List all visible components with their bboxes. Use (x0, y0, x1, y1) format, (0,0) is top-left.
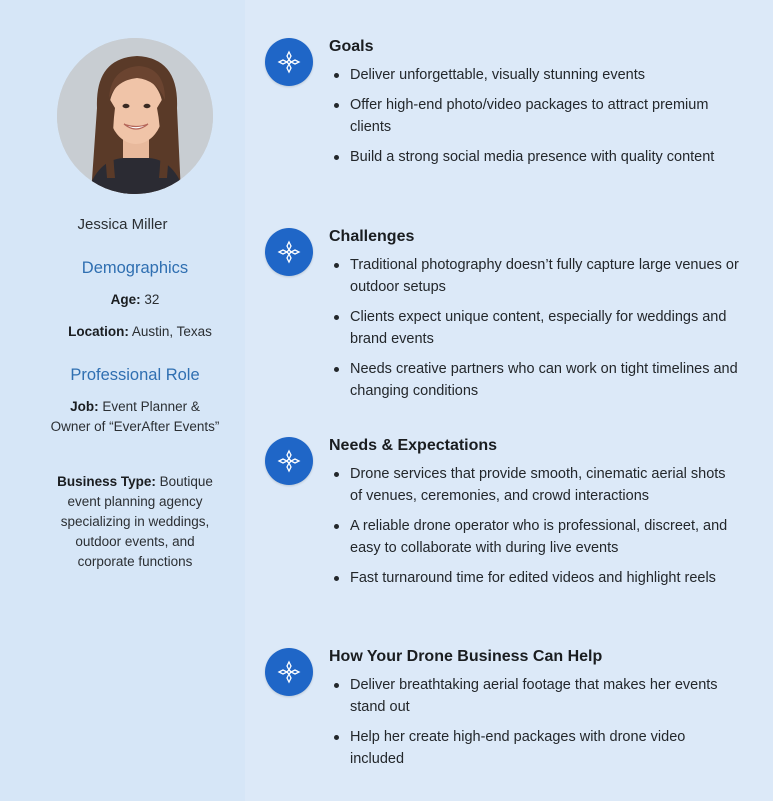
list-item: Deliver unforgettable, visually stunning events (329, 64, 739, 86)
persona-name: Jessica Miller (77, 216, 168, 233)
demographics-heading: Demographics (81, 259, 189, 277)
job-value: Event Planner & Owner of “EverAfter Events” (50, 399, 220, 434)
drone-icon (265, 228, 313, 276)
how-drone-business-can-help-title: How Your Drone Business Can Help (329, 648, 603, 665)
drone-icon (265, 38, 313, 86)
list-item: Deliver breathtaking aerial footage that makes her events stand out (329, 674, 739, 718)
job-row (50, 397, 220, 437)
drone-icon (265, 648, 313, 696)
location-label: Location: (68, 324, 129, 339)
list-item: Help her create high-end packages with drone video included (329, 726, 739, 770)
avatar (57, 38, 213, 194)
location-value: Austin, Texas (131, 324, 212, 339)
challenges-title: Challenges (329, 228, 415, 245)
goals-title: Goals (329, 38, 374, 55)
professional-role-heading: Professional Role (70, 366, 200, 384)
drone-icon (265, 437, 313, 485)
business-type-label: Business Type: (57, 474, 156, 489)
profile-photo (57, 38, 213, 194)
age-value: 32 (144, 292, 160, 307)
needs-expectations-list (329, 463, 739, 597)
job-label: Job: (70, 399, 99, 414)
business-type-row (45, 472, 225, 572)
age-row (40, 290, 230, 310)
list-item: Clients expect unique content, especially for weddings and brand events (329, 306, 739, 350)
list-item: Offer high-end photo/video packages to attract premium clients (329, 94, 739, 138)
list-item: Build a strong social media presence with quality content (329, 146, 739, 168)
location-row (45, 322, 235, 342)
challenges-list (329, 254, 739, 410)
list-item: Fast turnaround time for edited videos and highlight reels (329, 567, 739, 589)
list-item: Traditional photography doesn’t fully capture large venues or outdoor setups (329, 254, 739, 298)
business-type-value: Boutique event planning agency specializing in weddings, outdoor events, and corporate functions (60, 474, 213, 569)
how-drone-business-can-help-list (329, 674, 739, 778)
goals-list (329, 64, 739, 176)
age-label: Age: (110, 292, 141, 307)
profile-panel (0, 0, 245, 801)
list-item: A reliable drone operator who is professional, discreet, and easy to collaborate with during live events (329, 515, 739, 559)
list-item: Drone services that provide smooth, cinematic aerial shots of venues, ceremonies, and crowd interactions (329, 463, 739, 507)
needs-expectations-title: Needs & Expectations (329, 437, 498, 454)
list-item: Needs creative partners who can work on tight timelines and changing conditions (329, 358, 739, 402)
